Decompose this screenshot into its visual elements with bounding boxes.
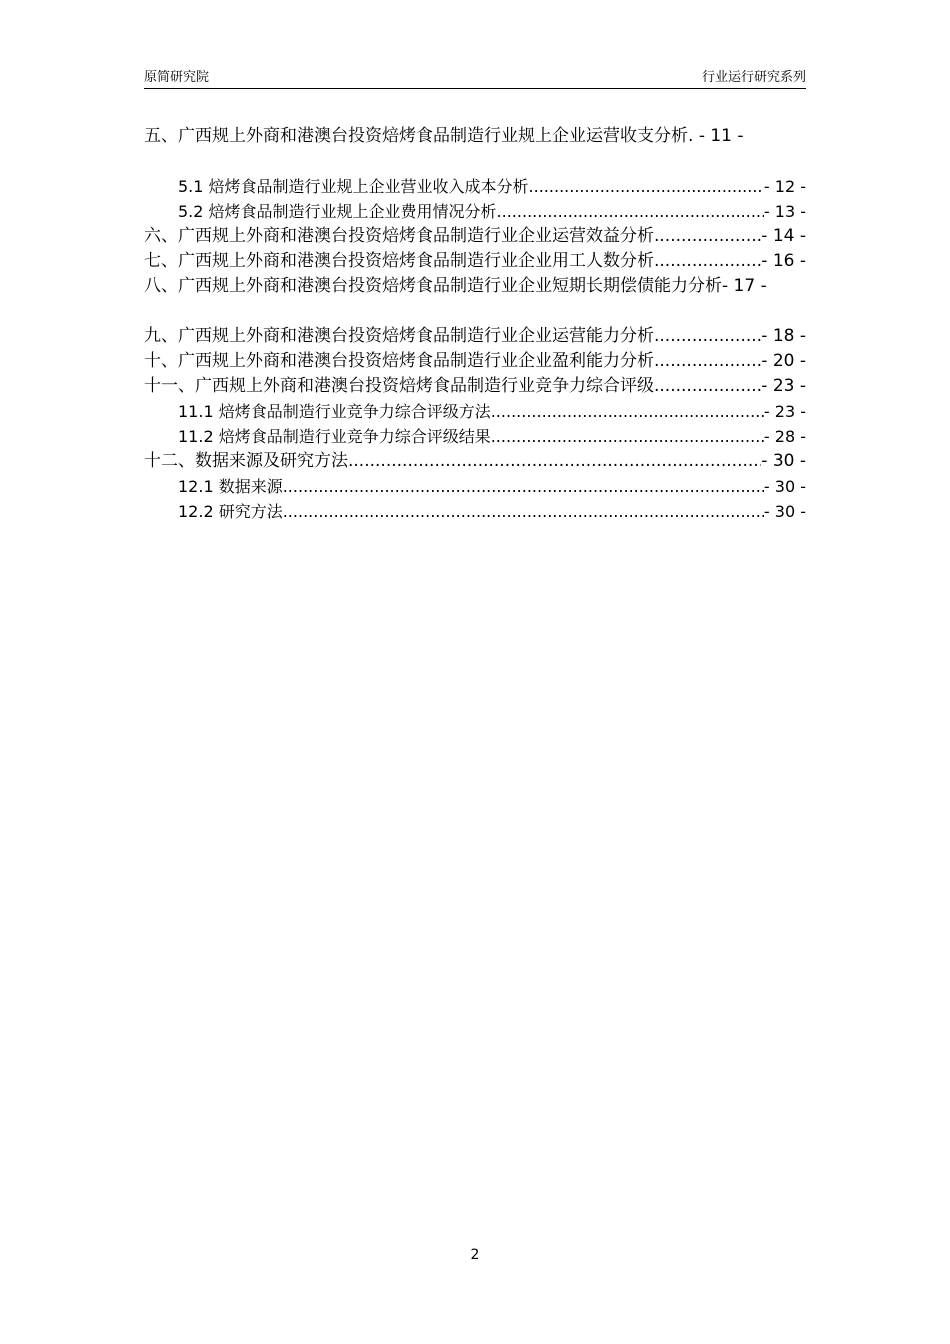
toc-leader-dots: [348, 449, 761, 474]
page-number: 2: [470, 1247, 480, 1263]
toc-entry-title: 八、广西规上外商和港澳台投资焙烤食品制造行业企业短期长期偿债能力分析: [144, 276, 722, 296]
toc-leader-dots: [654, 374, 761, 399]
toc-entry-page: - 16 -: [761, 251, 806, 271]
toc-leader-dots: [491, 399, 764, 424]
toc-entry-page: - 30 -: [763, 477, 806, 496]
toc-entry-page: - 11 -: [698, 126, 744, 146]
toc-entry-5-2[interactable]: [144, 199, 806, 224]
toc-leader-dots: [654, 324, 761, 349]
toc-entry-12[interactable]: [144, 449, 806, 474]
toc-entry-page: - 13 -: [763, 202, 806, 221]
toc-entry-5[interactable]: 五、广西规上外商和港澳台投资焙烤食品制造行业规上企业运营收支分析. - 11 -: [144, 126, 744, 146]
toc-entry-title: 十一、广西规上外商和港澳台投资焙烤食品制造行业竞争力综合评级: [144, 376, 654, 396]
toc-entry-page: - 18 -: [761, 326, 806, 346]
toc-entry-title: 12.1 数据来源: [178, 477, 283, 496]
header-org-name: 原简研究院: [144, 70, 210, 85]
toc-entry-title: 十二、数据来源及研究方法: [144, 451, 348, 471]
toc-entry-5-1[interactable]: [144, 174, 806, 199]
toc-entry-title: 五、广西规上外商和港澳台投资焙烤食品制造行业规上企业运营收支分析: [144, 126, 688, 146]
toc-entry-11-1[interactable]: [144, 399, 806, 424]
header-series-name: 行业运行研究系列: [701, 70, 806, 85]
toc-entry-title: 11.2 焙烤食品制造行业竞争力综合评级结果: [178, 427, 491, 446]
toc-leader-dots: [529, 174, 764, 199]
toc-entry-page: - 30 -: [763, 502, 806, 521]
toc-entry-page: - 23 -: [763, 402, 806, 421]
toc-entry-title: 九、广西规上外商和港澳台投资焙烤食品制造行业企业运营能力分析: [144, 326, 654, 346]
toc-entry-title: 5.2 焙烤食品制造行业规上企业费用情况分析: [178, 202, 497, 221]
page-header: [144, 68, 806, 89]
toc-entry-title: 11.1 焙烤食品制造行业竞争力综合评级方法: [178, 402, 491, 421]
toc-leader-dots: [654, 249, 761, 274]
toc-entry-9[interactable]: [144, 324, 806, 349]
toc-entry-11[interactable]: [144, 374, 806, 399]
toc-entry-page: - 17 -: [722, 276, 767, 296]
toc-entry-10[interactable]: [144, 349, 806, 374]
toc-leader-dots: [497, 199, 764, 224]
toc-entry-page: - 14 -: [761, 226, 806, 246]
toc-entry-title: 七、广西规上外商和港澳台投资焙烤食品制造行业企业用工人数分析: [144, 251, 654, 271]
toc-entry-title: 5.1 焙烤食品制造行业规上企业营业收入成本分析: [178, 177, 529, 196]
toc-entry-page: - 20 -: [761, 351, 806, 371]
toc-entry-page: - 30 -: [761, 451, 806, 471]
toc-entry-12-2[interactable]: [144, 499, 806, 524]
toc-entry-title: 12.2 研究方法: [178, 502, 283, 521]
toc-entry-page: - 28 -: [763, 427, 806, 446]
toc-entry-title: 六、广西规上外商和港澳台投资焙烤食品制造行业企业运营效益分析: [144, 226, 654, 246]
toc-entry-11-2[interactable]: [144, 424, 806, 449]
toc-leader-dots: [491, 424, 764, 449]
toc-leader-dots: [654, 349, 761, 374]
toc-entry-7[interactable]: [144, 249, 806, 274]
toc-leader-dots: [283, 474, 764, 499]
toc-entry-page: - 23 -: [761, 376, 806, 396]
table-of-contents: [144, 124, 806, 524]
toc-entry-page: - 12 -: [763, 177, 806, 196]
toc-leader-dots: [654, 224, 761, 249]
toc-leader-dots: [283, 499, 764, 524]
toc-entry-12-1[interactable]: [144, 474, 806, 499]
toc-entry-6[interactable]: [144, 224, 806, 249]
toc-entry-8[interactable]: [144, 274, 806, 324]
toc-entry-title: 十、广西规上外商和港澳台投资焙烤食品制造行业企业盈利能力分析: [144, 351, 654, 371]
